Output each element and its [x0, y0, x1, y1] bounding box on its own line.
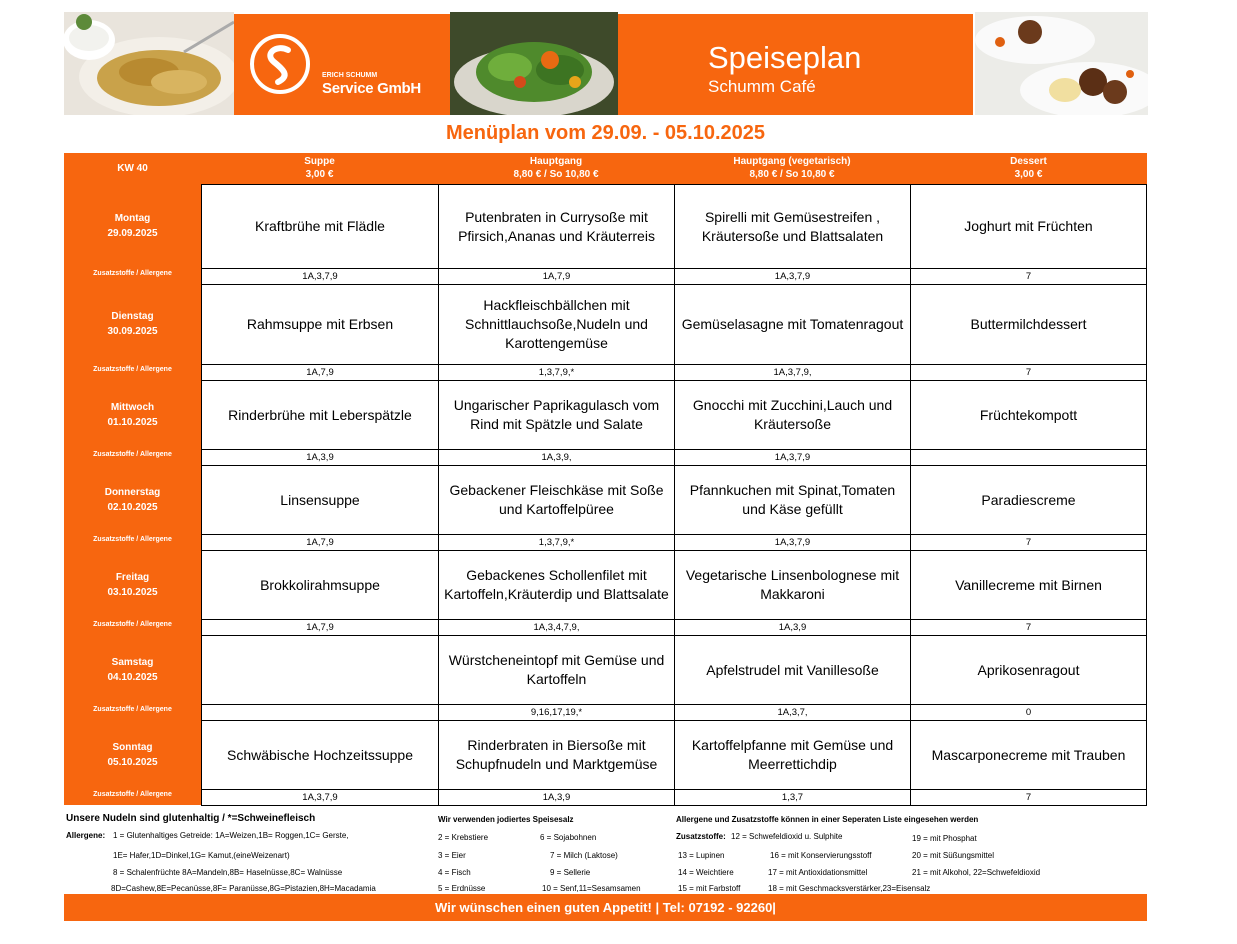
column-veg-price: 8,80 € / So 10,80 €	[749, 169, 835, 180]
dish-main: Putenbraten in Currysoße mit Pfirsich,Ananas und Kräuterreis	[438, 184, 675, 269]
legend-z16: 16 = mit Konservierungsstoff	[770, 851, 872, 860]
dish-main: Rinderbraten in Biersoße mit Schupfnudeln und Marktgemüse	[438, 720, 675, 790]
column-main-price: 8,80 € / So 10,80 €	[513, 169, 599, 180]
legend-m9: 9 = Sellerie	[550, 868, 591, 877]
column-soup	[201, 153, 438, 184]
food-photo-meatballs	[975, 12, 1148, 115]
page-title: Speiseplan	[708, 40, 862, 75]
dish-dessert: Vanillecreme mit Birnen	[910, 550, 1147, 620]
day-date: 29.09.2025	[107, 228, 158, 239]
allergen-row-label: Zusatzstoffe / Allergene	[93, 621, 172, 628]
column-veg-name: Hauptgang (vegetarisch)	[733, 156, 851, 167]
legend-z20: 20 = mit Süßungsmittel	[912, 851, 995, 860]
allergen-soup: 1A,7,9	[201, 364, 439, 381]
allergen-veg: 1A,3,7,9,	[674, 364, 911, 381]
allergen-main: 1A,3,9,	[438, 449, 675, 466]
dish-main: Würstcheneintopf mit Gemüse und Kartoffeln	[438, 635, 675, 705]
allergen-row-label: Zusatzstoffe / Allergene	[93, 706, 172, 713]
title-block	[618, 14, 973, 115]
dish-veg: Vegetarische Linsenbolognese mit Makkaroni	[674, 550, 911, 620]
dish-veg: Spirelli mit Gemüsestreifen , Kräutersoße und Blattsalaten	[674, 184, 911, 269]
day-date: 03.10.2025	[107, 586, 158, 598]
legend-m7: 7 = Milch (Laktose)	[550, 851, 618, 860]
day-label	[64, 570, 201, 600]
day-date: 04.10.2025	[107, 671, 158, 683]
logo-s-icon	[250, 34, 310, 94]
dish-veg: Pfannkuchen mit Spinat,Tomaten und Käse gefüllt	[674, 465, 911, 535]
allergen-soup: 1A,7,9	[201, 534, 439, 551]
legend-z18: 18 = mit Geschmacksverstärker,23=Eisensalz	[768, 884, 931, 893]
day-name: Donnerstag	[104, 486, 161, 498]
page-subtitle: Schumm Café	[708, 77, 816, 96]
dish-dessert: Buttermilchdessert	[910, 284, 1147, 365]
allergen-row-label: Zusatzstoffe / Allergene	[93, 451, 172, 458]
allergen-dessert: 0	[910, 704, 1147, 721]
dish-main: Gebackener Fleischkäse mit Soße und Kartoffelpüree	[438, 465, 675, 535]
allergen-veg: 1A,3,7,9	[674, 534, 911, 551]
allergen-dessert: 7	[910, 268, 1147, 285]
column-dessert	[910, 153, 1147, 184]
dish-dessert: Früchtekompott	[910, 380, 1147, 450]
dish-soup: Schwäbische Hochzeitssuppe	[201, 720, 439, 790]
legend-m10: 10 = Senf,11=Sesamsamen	[542, 884, 641, 893]
day-name: Mittwoch	[110, 401, 155, 413]
dish-veg: Kartoffelpfanne mit Gemüse und Meerrettichdip	[674, 720, 911, 790]
allergen-veg: 1A,3,9	[674, 619, 911, 636]
allergen-main: 1,3,7,9,*	[438, 364, 675, 381]
logo-company-small: ERICH SCHUMM	[322, 72, 378, 79]
allergen-main: 1A,7,9	[438, 268, 675, 285]
allergen-dessert	[910, 449, 1147, 466]
allergen-dessert: 7	[910, 534, 1147, 551]
dish-main: Gebackenes Schollenfilet mit Kartoffeln,Kräuterdip und Blattsalate	[438, 550, 675, 620]
day-date: 02.10.2025	[107, 501, 158, 513]
allergen-soup	[201, 704, 439, 721]
allergen-row-label: Zusatzstoffe / Allergene	[93, 791, 172, 798]
dish-dessert: Aprikosenragout	[910, 635, 1147, 705]
allergen-soup: 1A,3,9	[201, 449, 439, 466]
dish-veg: Gemüselasagne mit Tomatenragout	[674, 284, 911, 365]
day-name: Sonntag	[112, 741, 153, 753]
legend-separate-list: Allergene und Zusatzstoffe können in einer Seperaten Liste eingesehen werden	[676, 815, 979, 824]
dish-soup: Kraftbrühe mit Flädle	[201, 184, 439, 269]
day-date: 30.09.2025	[107, 326, 158, 337]
day-name: Samstag	[111, 656, 154, 668]
column-soup-name: Suppe	[304, 156, 335, 167]
legend-additives-label: Zusatzstoffe:	[676, 832, 726, 841]
calendar-week: KW 40	[117, 163, 148, 174]
allergen-veg: 1A,3,7,	[674, 704, 911, 721]
allergen-dessert: 7	[910, 789, 1147, 806]
legend-z14: 14 = Weichtiere	[678, 868, 734, 877]
legend-m2: 2 = Krebstiere	[438, 833, 489, 842]
day-name: Dienstag	[111, 311, 154, 322]
day-date: 05.10.2025	[107, 756, 158, 768]
legend-z15: 15 = mit Farbstoff	[678, 884, 741, 893]
day-label	[64, 400, 201, 430]
day-label	[64, 485, 201, 515]
legend-allergens-3: 8 = Schalenfrüchte 8A=Mandeln,8B= Haselnüsse,8C= Walnüsse	[113, 868, 343, 877]
column-soup-price: 3,00 €	[305, 169, 334, 180]
dish-veg: Gnocchi mit Zucchini,Lauch und Kräutersoße	[674, 380, 911, 450]
allergen-dessert: 7	[910, 364, 1147, 381]
legend-z13: 13 = Lupinen	[678, 851, 725, 860]
legend-m6: 6 = Sojabohnen	[540, 833, 597, 842]
dish-soup: Rahmsuppe mit Erbsen	[201, 284, 439, 365]
allergen-soup: 1A,3,7,9	[201, 789, 439, 806]
dish-soup	[201, 635, 439, 705]
dish-veg: Apfelstrudel mit Vanillesoße	[674, 635, 911, 705]
legend-iodine: Wir verwenden jodiertes Speisesalz	[438, 815, 574, 824]
column-dessert-price: 3,00 €	[1014, 169, 1043, 180]
dish-dessert: Joghurt mit Früchten	[910, 184, 1147, 269]
day-name: Freitag	[115, 571, 150, 583]
column-dessert-name: Dessert	[1010, 156, 1047, 167]
logo-company-big: Service GmbH	[322, 80, 421, 97]
allergen-main: 1A,3,9	[438, 789, 675, 806]
column-veg	[674, 153, 910, 184]
food-photo-pancakes	[64, 12, 234, 115]
food-photo-salad	[450, 12, 618, 115]
allergen-veg: 1A,3,7,9	[674, 449, 911, 466]
allergen-soup: 1A,7,9	[201, 619, 439, 636]
allergen-main: 1A,3,4,7,9,	[438, 619, 675, 636]
legend-m5: 5 = Erdnüsse	[438, 884, 486, 893]
allergen-row-label: Zusatzstoffe / Allergene	[93, 366, 172, 373]
allergen-main: 1,3,7,9,*	[438, 534, 675, 551]
legend-m4: 4 = Fisch	[438, 868, 471, 877]
column-main-name: Hauptgang	[529, 156, 583, 167]
allergen-veg: 1,3,7	[674, 789, 911, 806]
dish-soup: Brokkolirahmsuppe	[201, 550, 439, 620]
legend-allergens-4: 8D=Cashew,8E=Pecanüsse,8F= Paranüsse,8G=Pistazien,8H=Macadamia	[111, 884, 376, 893]
legend-noodles: Unsere Nudeln sind glutenhaltig / *=Schweinefleisch	[66, 813, 316, 824]
allergen-dessert: 7	[910, 619, 1147, 636]
column-main	[438, 153, 674, 184]
day-date: 01.10.2025	[107, 416, 158, 428]
day-label	[64, 211, 201, 241]
legend-z17: 17 = mit Antioxidationsmittel	[768, 868, 868, 877]
legend-allergens-2: 1E= Hafer,1D=Dinkel,1G= Kamut,(eineWeizenart)	[113, 851, 290, 860]
day-label	[64, 655, 201, 685]
dish-dessert: Paradiescreme	[910, 465, 1147, 535]
legend-allergens-label: Allergene:	[66, 831, 106, 840]
legend-z19: 19 = mit Phosphat	[912, 834, 977, 843]
dish-main: Hackfleischbällchen mit Schnittlauchsoße,Nudeln und Karottengemüse	[438, 284, 675, 365]
dish-soup: Linsensuppe	[201, 465, 439, 535]
dish-main: Ungarischer Paprikagulasch vom Rind mit Spätzle und Salate	[438, 380, 675, 450]
dish-dessert: Mascarponecreme mit Trauben	[910, 720, 1147, 790]
footer-greeting: Wir wünschen einen guten Appetit! | Tel: 07192 - 92260|	[64, 894, 1147, 921]
day-label	[64, 309, 201, 339]
legend-z12: 12 = Schwefeldioxid u. Sulphite	[731, 832, 843, 841]
day-name: Montag	[114, 213, 151, 224]
allergen-row-label: Zusatzstoffe / Allergene	[93, 536, 172, 543]
menu-heading: Menüplan vom 29.09. - 05.10.2025	[445, 122, 766, 144]
dish-soup: Rinderbrühe mit Leberspätzle	[201, 380, 439, 450]
day-label	[64, 740, 201, 770]
allergen-row-label: Zusatzstoffe / Allergene	[93, 270, 172, 277]
legend-m3: 3 = Eier	[438, 851, 466, 860]
company-logo	[234, 14, 450, 115]
allergen-veg: 1A,3,7,9	[674, 268, 911, 285]
legend-z21: 21 = mit Alkohol, 22=Schwefeldioxid	[912, 868, 1041, 877]
allergen-soup: 1A,3,7,9	[201, 268, 439, 285]
allergen-main: 9,16,17,19,*	[438, 704, 675, 721]
legend-allergens-1: 1 = Glutenhaltiges Getreide: 1A=Weizen,1B= Roggen,1C= Gerste,	[113, 831, 349, 840]
